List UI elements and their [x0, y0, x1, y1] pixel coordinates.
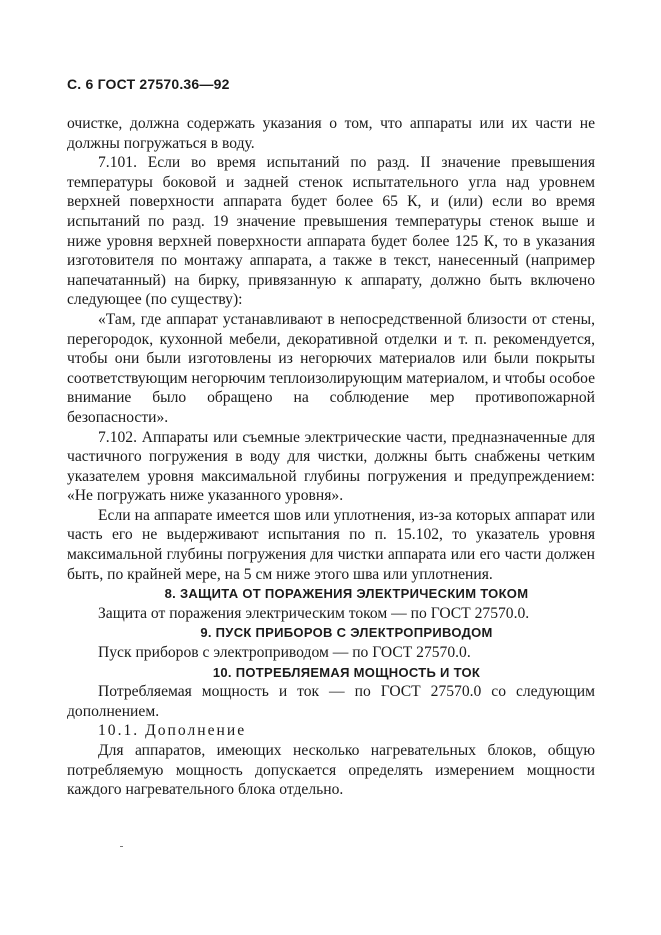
section-10-text: Потребляемая мощность и ток — по ГОСТ 27570.0 со следующим дополнением.	[67, 683, 595, 720]
section-10-1-label	[67, 721, 595, 741]
page-content	[67, 114, 595, 800]
section-9-text: Пуск приборов с электроприводом — по ГОСТ 27570.0.	[98, 644, 471, 662]
section-10-heading: 10. ПОТРЕБЛЯЕМАЯ МОЩНОСТЬ И ТОК	[212, 664, 481, 680]
paragraph-7-101: 7.101. Если во время испытаний по разд. II значение превышения температуры боковой и задней стенок испытательного угла над уровнем верхней поверхности аппарата будет более 65 К, и (или) если во время испытаний по разд. 19 значение превышения температуры стенок выше и ниже уровня верхней поверхности аппарата будет более 125 К, то в указания изготовителя по монтажу аппарата, а также в текст, нанесенный (например напечатанный) на бирку, привязанную к аппарату, должно быть включено следующее (по существу):	[67, 154, 595, 309]
section-8-heading: 8. ЗАЩИТА ОТ ПОРАЖЕНИЯ ЭЛЕКТРИЧЕСКИМ ТОКОМ	[164, 586, 529, 602]
paragraph-continuation: очистке, должна содержать указания о том, что аппараты или их части не должны погружаться в воду.	[67, 115, 595, 152]
stray-mark	[120, 846, 123, 847]
page-header: С. 6 ГОСТ 27570.36—92	[67, 76, 230, 92]
paragraph-7-102-seam: Если на аппарате имеется шов или уплотнения, из-за которых аппарат или часть его не выдерживают испытания по п. 15.102, то указатель уровня максимальной глубины погружения для чистки аппарата или его части должен быть, по крайней мере, на 5 см ниже этого шва или уплотнения.	[67, 506, 595, 583]
paragraph-7-102: 7.102. Аппараты или съемные электрические части, предназначенные для частичного погружения в воду для чистки, должны быть снабжены четким указателем уровня максимальной глубины погружения и предупреждением: «Не погружать ниже указанного уровня».	[67, 428, 595, 505]
section-8-text: Защита от поражения электрическим током — по ГОСТ 27570.0.	[98, 604, 530, 622]
section-9-heading: 9. ПУСК ПРИБОРОВ С ЭЛЕКТРОПРИВОДОМ	[200, 625, 493, 641]
section-10-1-label-text: 10.1. Дополнение	[98, 722, 247, 740]
section-10-1-text: Для аппаратов, имеющих несколько нагревательных блоков, общую потребляемую мощность допускается определять измерением мощности каждого нагревательного блока отдельно.	[67, 742, 595, 799]
quote-paragraph: «Там, где аппарат устанавливают в непосредственной близости от стены, перегородок, кухонной мебели, декоративной отделки и т. п. рекомендуется, чтобы они были изготовлены из негорючих материалов или были покрыты соответствующим негорючим теплоизолирующим материалом, и чтобы особое внимание было обращено на соблюдение мер противопожарной безопасности».	[67, 310, 595, 426]
